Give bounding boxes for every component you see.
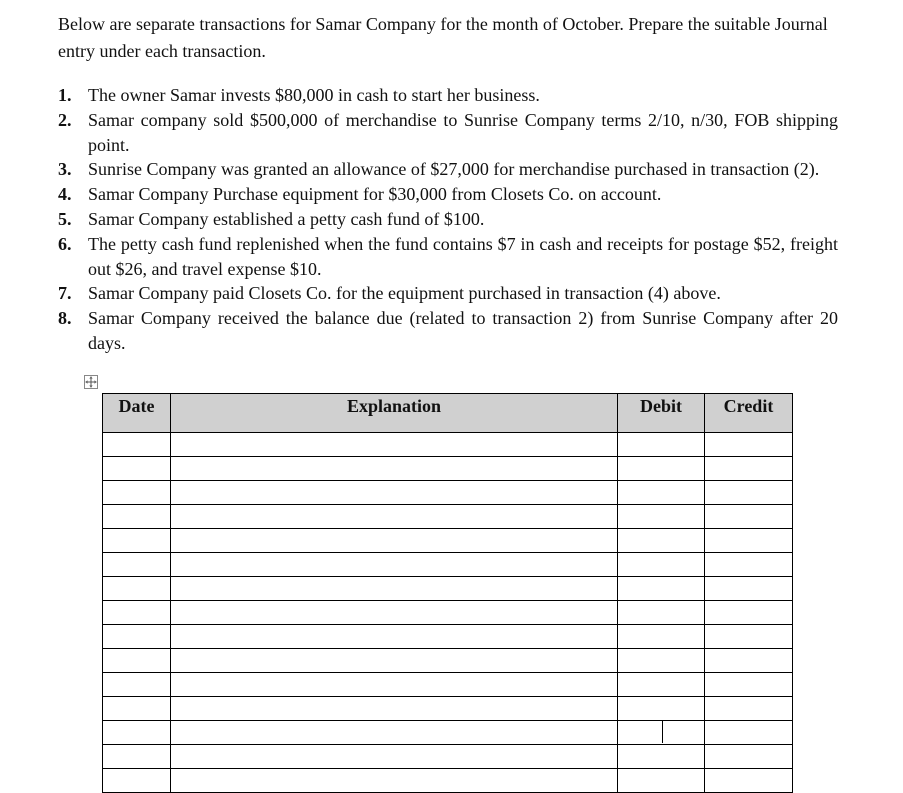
debit-cell[interactable] bbox=[618, 721, 705, 745]
table-row bbox=[103, 481, 793, 505]
credit-cell[interactable] bbox=[705, 577, 793, 601]
debit-cell[interactable] bbox=[618, 457, 705, 481]
credit-cell[interactable] bbox=[705, 745, 793, 769]
explanation-cell[interactable] bbox=[171, 433, 618, 457]
transaction-text: Sunrise Company was granted an allowance of $27,000 for merchandise purchased in transaction (2). bbox=[88, 159, 820, 180]
date-cell[interactable] bbox=[103, 505, 171, 529]
transaction-item bbox=[58, 281, 838, 306]
credit-cell[interactable] bbox=[705, 721, 793, 745]
table-row bbox=[103, 577, 793, 601]
transaction-number: 3. bbox=[58, 159, 72, 180]
transaction-text: Samar Company established a petty cash fund of $100. bbox=[88, 208, 485, 229]
debit-cell[interactable] bbox=[618, 745, 705, 769]
transaction-item bbox=[58, 108, 838, 158]
explanation-cell[interactable] bbox=[171, 577, 618, 601]
date-cell[interactable] bbox=[103, 481, 171, 505]
date-cell[interactable] bbox=[103, 697, 171, 721]
table-move-handle-icon[interactable] bbox=[84, 375, 98, 389]
transaction-text: The owner Samar invests $80,000 in cash to start her business. bbox=[88, 85, 540, 105]
explanation-cell[interactable] bbox=[171, 457, 618, 481]
table-header-row bbox=[103, 394, 793, 433]
transaction-item bbox=[58, 207, 838, 232]
date-cell[interactable] bbox=[103, 745, 171, 769]
explanation-cell[interactable] bbox=[171, 745, 618, 769]
table-row bbox=[103, 625, 793, 649]
explanation-cell[interactable] bbox=[171, 673, 618, 697]
transaction-number: 1. bbox=[58, 85, 72, 105]
header-explanation: Explanation bbox=[171, 394, 618, 433]
date-cell[interactable] bbox=[103, 433, 171, 457]
explanation-cell[interactable] bbox=[171, 769, 618, 793]
date-cell[interactable] bbox=[103, 673, 171, 697]
debit-cell[interactable] bbox=[618, 553, 705, 577]
header-credit: Credit bbox=[705, 394, 793, 433]
transaction-number: 5. bbox=[58, 208, 72, 229]
date-cell[interactable] bbox=[103, 553, 171, 577]
table-row bbox=[103, 553, 793, 577]
debit-cell[interactable] bbox=[618, 601, 705, 625]
credit-cell[interactable] bbox=[705, 433, 793, 457]
explanation-cell[interactable] bbox=[171, 601, 618, 625]
transaction-item bbox=[58, 182, 838, 207]
debit-cell[interactable] bbox=[618, 673, 705, 697]
debit-cell[interactable] bbox=[618, 697, 705, 721]
date-cell[interactable] bbox=[103, 625, 171, 649]
credit-cell[interactable] bbox=[705, 553, 793, 577]
explanation-cell[interactable] bbox=[171, 529, 618, 553]
transaction-item bbox=[58, 306, 838, 356]
transaction-number: 6. bbox=[58, 233, 72, 254]
transaction-item bbox=[58, 157, 838, 182]
date-cell[interactable] bbox=[103, 649, 171, 673]
credit-cell[interactable] bbox=[705, 625, 793, 649]
debit-cell[interactable] bbox=[618, 769, 705, 793]
credit-cell[interactable] bbox=[705, 457, 793, 481]
table-row bbox=[103, 745, 793, 769]
credit-cell[interactable] bbox=[705, 601, 793, 625]
transaction-text: Samar Company received the balance due (related to transaction 2) from Sunrise Company after 20 days. bbox=[88, 308, 838, 353]
table-row bbox=[103, 697, 793, 721]
text-cursor bbox=[662, 721, 663, 743]
transaction-text: Samar Company paid Closets Co. for the equipment purchased in transaction (4) above. bbox=[88, 283, 721, 304]
debit-cell[interactable] bbox=[618, 505, 705, 529]
four-arrows-icon bbox=[85, 376, 97, 388]
credit-cell[interactable] bbox=[705, 481, 793, 505]
explanation-cell[interactable] bbox=[171, 697, 618, 721]
credit-cell[interactable] bbox=[705, 697, 793, 721]
transaction-item bbox=[58, 83, 838, 108]
header-debit: Debit bbox=[618, 394, 705, 433]
table-row bbox=[103, 601, 793, 625]
credit-cell[interactable] bbox=[705, 673, 793, 697]
transaction-number: 8. bbox=[58, 308, 72, 329]
debit-cell[interactable] bbox=[618, 649, 705, 673]
transaction-number: 2. bbox=[58, 109, 72, 130]
transaction-text: The petty cash fund replenished when the fund contains $7 in cash and receipts for postage $52, freight out $26, and travel expense $10. bbox=[88, 233, 838, 279]
table-row bbox=[103, 721, 793, 745]
table-row bbox=[103, 673, 793, 697]
transaction-list bbox=[58, 83, 838, 356]
journal-table bbox=[102, 393, 793, 793]
credit-cell[interactable] bbox=[705, 769, 793, 793]
transaction-text: Samar company sold $500,000 of merchandise to Sunrise Company terms 2/10, n/30, FOB shipping point. bbox=[88, 109, 838, 155]
transaction-number: 4. bbox=[58, 184, 72, 205]
debit-cell[interactable] bbox=[618, 577, 705, 601]
table-row bbox=[103, 457, 793, 481]
date-cell[interactable] bbox=[103, 577, 171, 601]
explanation-cell[interactable] bbox=[171, 625, 618, 649]
credit-cell[interactable] bbox=[705, 529, 793, 553]
transaction-text: Samar Company Purchase equipment for $30,000 from Closets Co. on account. bbox=[88, 184, 662, 205]
date-cell[interactable] bbox=[103, 769, 171, 793]
instructions-paragraph: Below are separate transactions for Samar Company for the month of October. Prepare the suitable Journal entry under each transaction. bbox=[58, 14, 828, 61]
credit-cell[interactable] bbox=[705, 505, 793, 529]
explanation-cell[interactable] bbox=[171, 505, 618, 529]
debit-cell[interactable] bbox=[618, 481, 705, 505]
debit-cell[interactable] bbox=[618, 529, 705, 553]
table-row bbox=[103, 649, 793, 673]
date-cell[interactable] bbox=[103, 457, 171, 481]
explanation-cell[interactable] bbox=[171, 481, 618, 505]
transaction-item bbox=[58, 232, 838, 282]
header-date: Date bbox=[103, 394, 171, 433]
transaction-number: 7. bbox=[58, 283, 72, 304]
date-cell[interactable] bbox=[103, 721, 171, 745]
table-row bbox=[103, 433, 793, 457]
table-row bbox=[103, 505, 793, 529]
explanation-cell[interactable] bbox=[171, 721, 618, 745]
debit-cell[interactable] bbox=[618, 625, 705, 649]
credit-cell[interactable] bbox=[705, 649, 793, 673]
explanation-cell[interactable] bbox=[171, 553, 618, 577]
table-row bbox=[103, 529, 793, 553]
debit-cell[interactable] bbox=[618, 433, 705, 457]
date-cell[interactable] bbox=[103, 529, 171, 553]
table-row bbox=[103, 769, 793, 793]
explanation-cell[interactable] bbox=[171, 649, 618, 673]
date-cell[interactable] bbox=[103, 601, 171, 625]
